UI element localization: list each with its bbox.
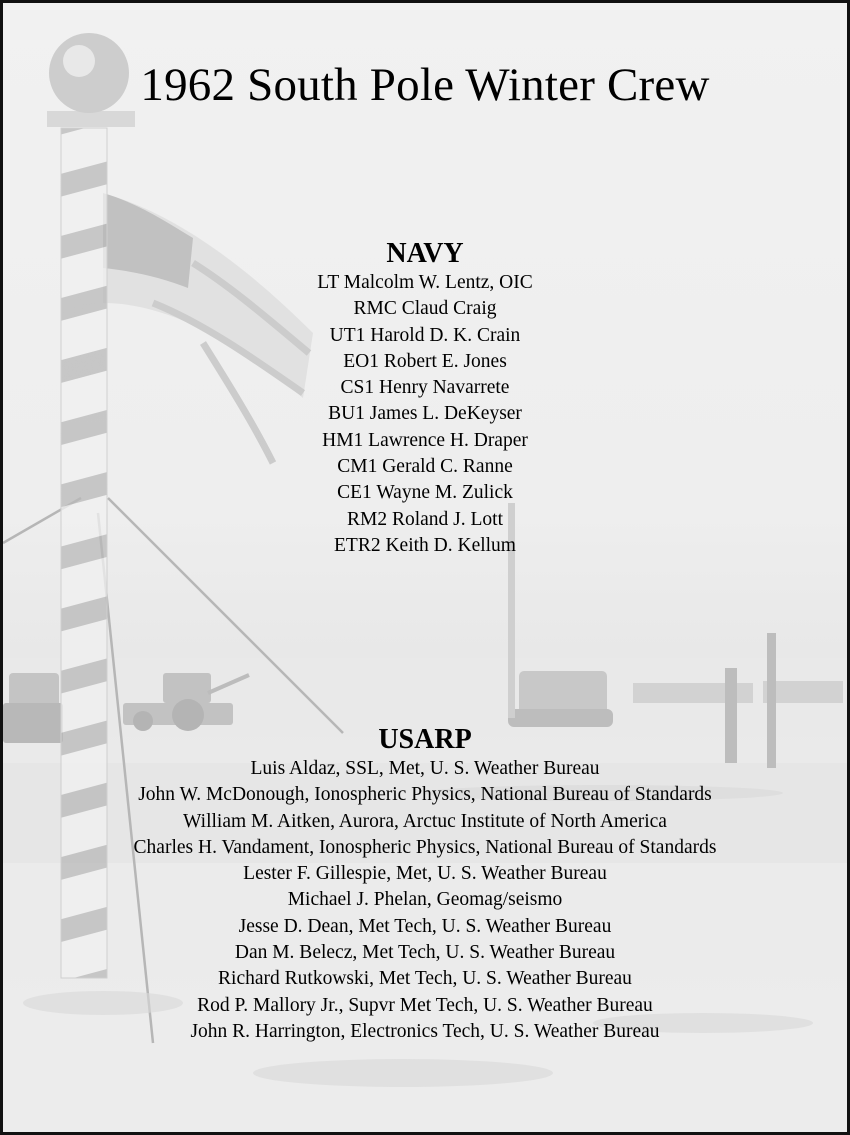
snowcat [508,671,613,727]
list-item: Charles H. Vandament, Ionospheric Physics, National Bureau of Standards [133,836,717,858]
list-item: William M. Aitken, Aurora, Arctuc Institute of North America [183,810,667,832]
list-item: UT1 Harold D. K. Crain [329,324,521,346]
list-item: CE1 Wayne M. Zulick [337,482,513,504]
navy-section [3,238,847,559]
list-item: Richard Rutkowski, Met Tech, U. S. Weather Bureau [218,968,632,990]
list-item: Rod P. Mallory Jr., Supvr Met Tech, U. S. Weather Bureau [197,994,653,1016]
navy-heading: NAVY [386,238,464,269]
list-item: RMC Claud Craig [353,298,497,320]
page-title: 1962 South Pole Winter Crew [140,59,710,111]
list-item: John R. Harrington, Electronics Tech, U. S. Weather Bureau [190,1020,660,1042]
list-item: Jesse D. Dean, Met Tech, U. S. Weather Bureau [238,915,612,937]
list-item: John W. McDonough, Ionospheric Physics, National Bureau of Standards [138,784,712,806]
navy-member-list [3,270,847,559]
list-item: HM1 Lawrence H. Draper [322,429,528,451]
list-item: CM1 Gerald C. Ranne [337,456,513,478]
list-item: Michael J. Phelan, Geomag/seismo [287,889,563,911]
list-item: ETR2 Keith D. Kellum [334,534,516,556]
usarp-member-list [3,756,847,1045]
list-item: RM2 Roland J. Lott [346,508,503,530]
list-item: LT Malcolm W. Lentz, OIC [317,272,533,293]
usarp-heading: USARP [378,724,472,755]
list-item: CS1 Henry Navarrete [340,377,510,399]
list-item: EO1 Robert E. Jones [343,350,507,372]
list-item: Lester F. Gillespie, Met, U. S. Weather Bureau [243,863,607,885]
list-item: Luis Aldaz, SSL, Met, U. S. Weather Bureau [250,758,600,779]
usarp-section [3,724,847,1045]
distant-buildings [633,681,843,703]
list-item: Dan M. Belecz, Met Tech, U. S. Weather Bureau [234,942,616,964]
list-item: BU1 James L. DeKeyser [328,403,522,425]
